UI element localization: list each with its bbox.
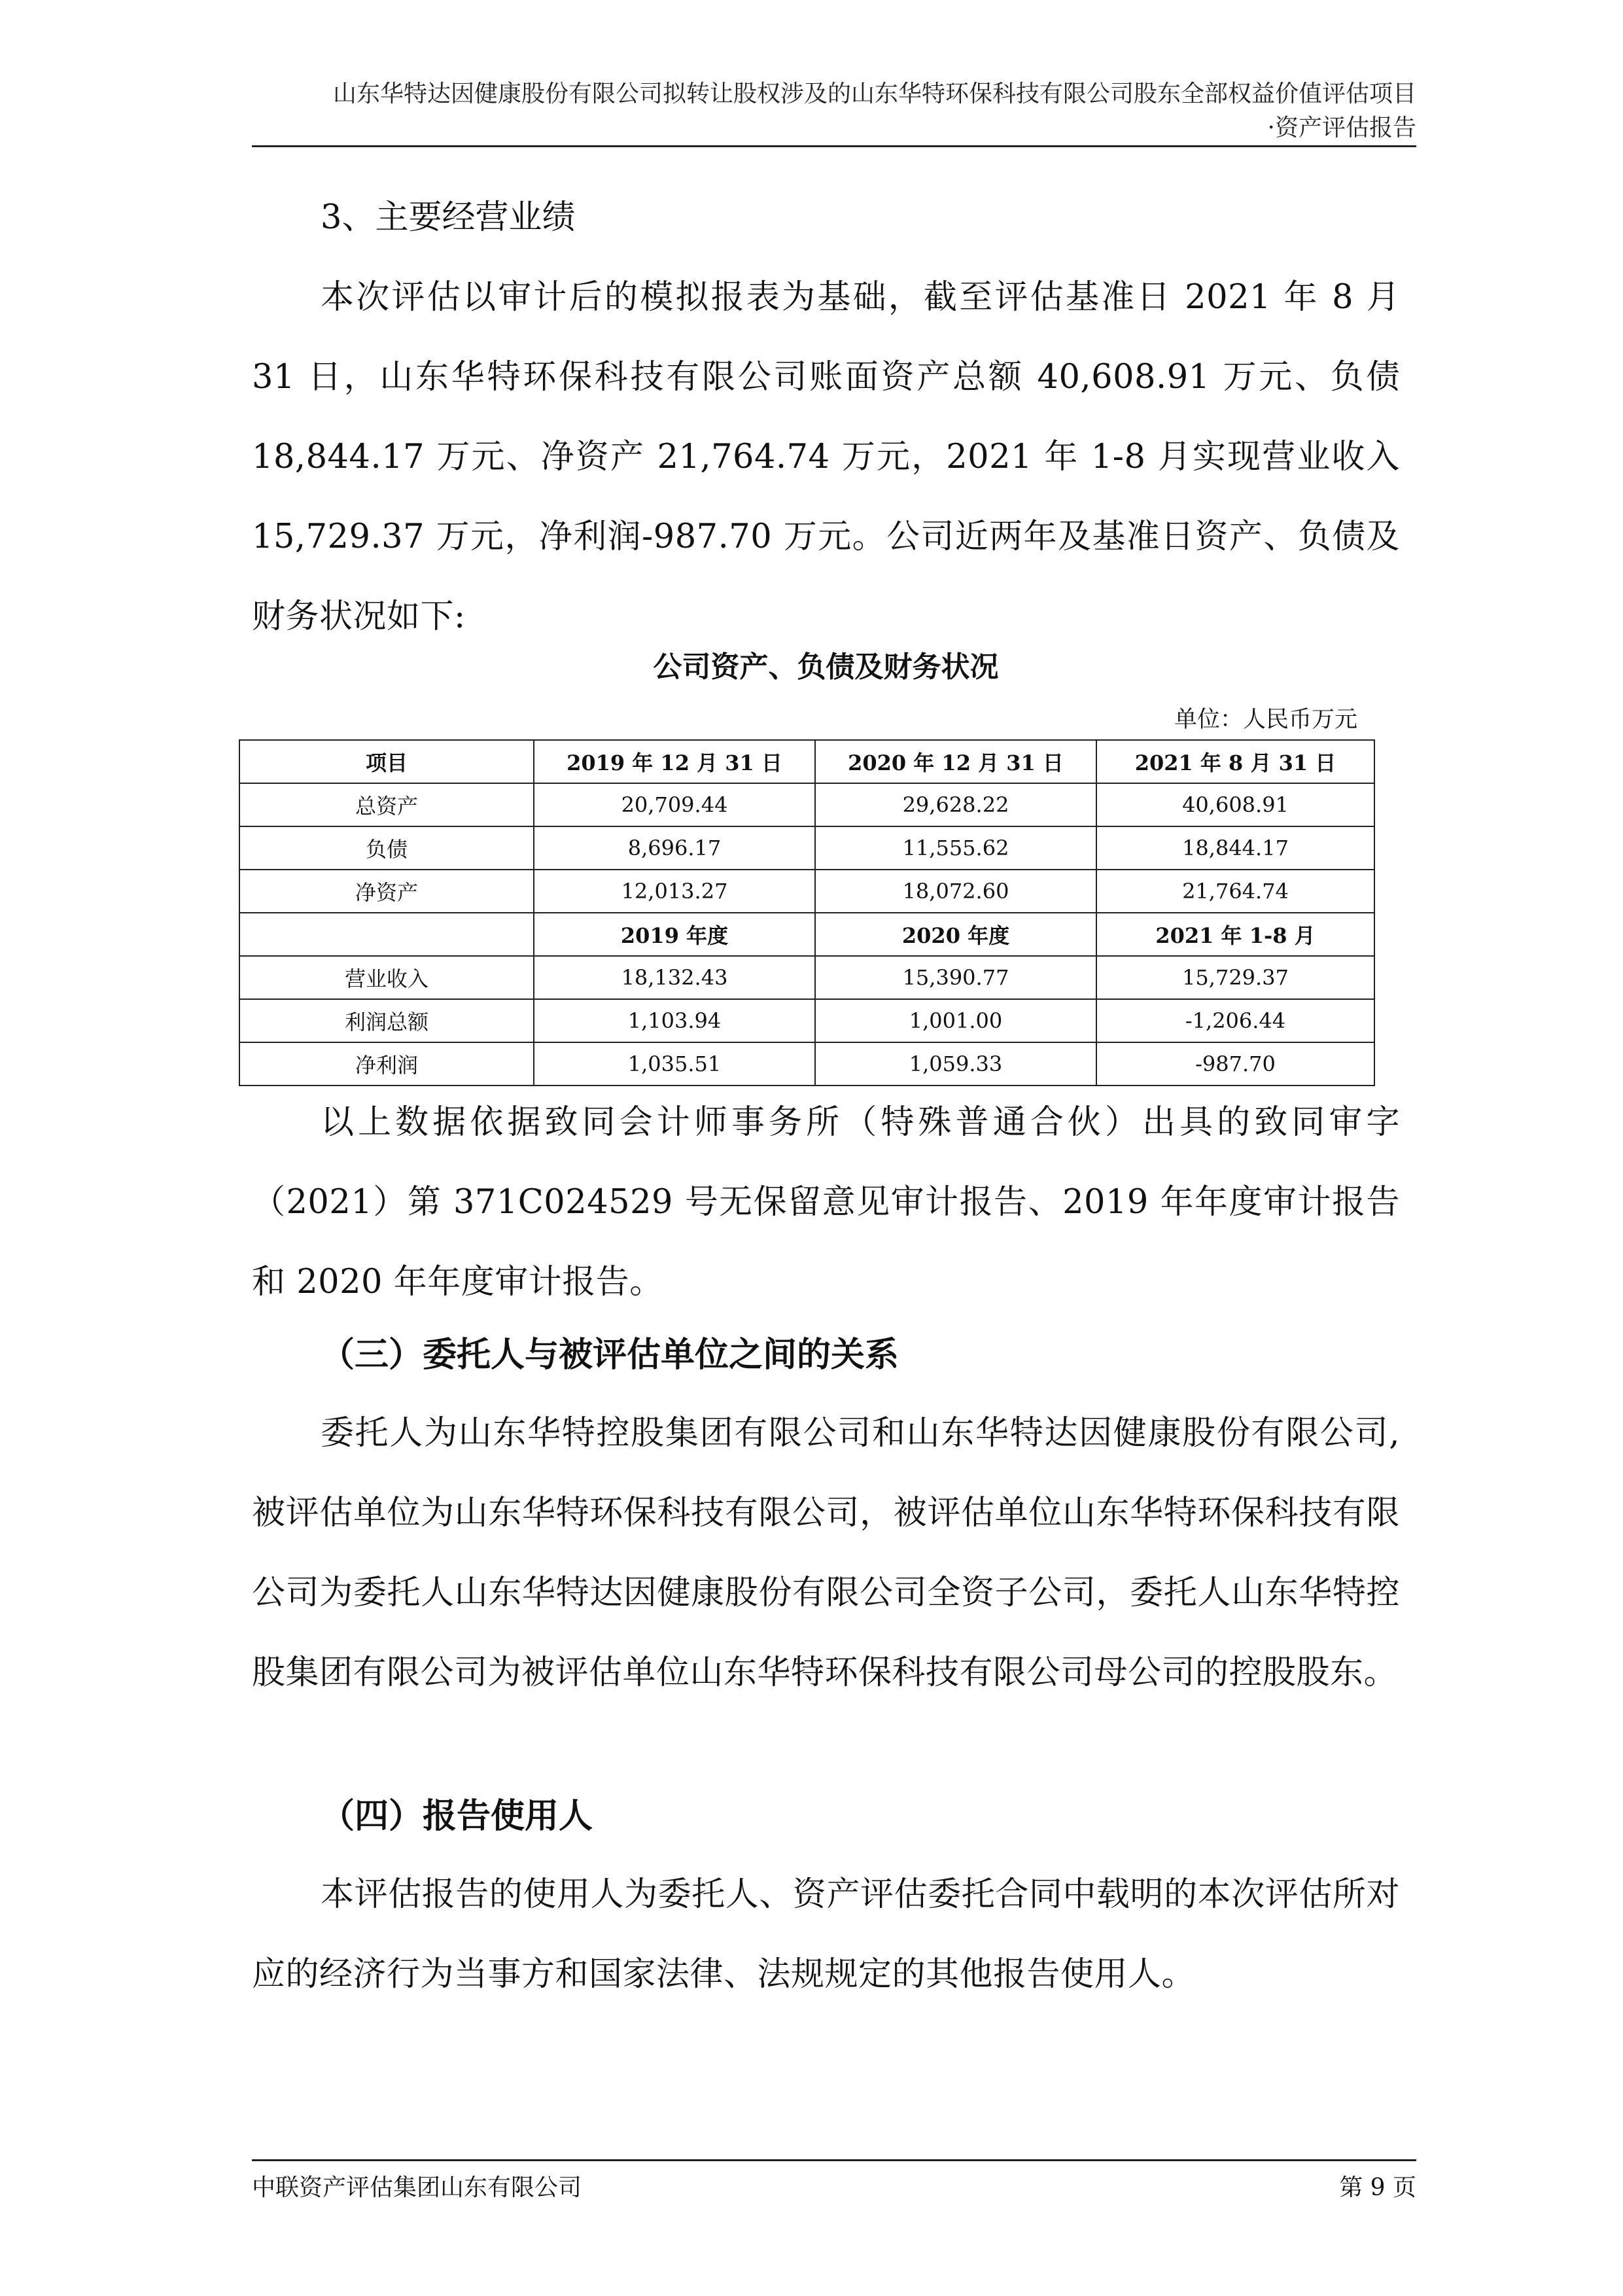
table-row — [239, 870, 1374, 913]
value-cell: 11,555.62 — [815, 826, 1096, 870]
value-cell: 21,764.74 — [1096, 870, 1374, 913]
table-row — [239, 1042, 1374, 1086]
header-cell: 项目 — [239, 740, 534, 783]
value-cell: 1,059.33 — [815, 1042, 1096, 1086]
table-unit: 单位：人民币万元 — [1174, 707, 1357, 733]
value-cell: -1,206.44 — [1096, 999, 1374, 1042]
table-header-row — [239, 740, 1374, 783]
value-cell: -987.70 — [1096, 1042, 1374, 1086]
subheader-cell: 2020 年度 — [815, 913, 1096, 956]
paragraph-data-source: 以上数据依据致同会计师事务所（特殊普通合伙）出具的致同审字（2021）第 371C024529 号无保留意见审计报告、2019 年年度审计报告和 2020 年年度审计报告。 — [252, 1103, 1400, 1301]
financial-table — [239, 739, 1375, 1086]
header-cell: 2019 年 12 月 31 日 — [534, 740, 815, 783]
table-title: 公司资产、负债及财务状况 — [653, 650, 999, 684]
paragraph-performance-summary: 本次评估以审计后的模拟报表为基础，截至评估基准日 2021 年 8 月 31 日，山东华特环保科技有限公司账面资产总额 40,608.91 万元、负债 18,844.17 万元、净资产 21,764.74 万元，2021 年 1-8 月实现营业收入 15,729.37 万元，净利润-987.70 万元。公司近两年及基准日资产、负债及财务状况如下: — [252, 278, 1400, 636]
value-cell: 29,628.22 — [815, 783, 1096, 826]
subheader-cell: 2019 年度 — [534, 913, 815, 956]
value-cell: 1,103.94 — [534, 999, 815, 1042]
header-cell: 2020 年 12 月 31 日 — [815, 740, 1096, 783]
value-cell: 18,072.60 — [815, 870, 1096, 913]
row-label: 净利润 — [239, 1042, 534, 1086]
subheader-cell — [239, 913, 534, 956]
table-row — [239, 826, 1374, 870]
header-title-line2: ·资产评估报告 — [1267, 115, 1416, 141]
value-cell: 15,729.37 — [1096, 956, 1374, 999]
table-row — [239, 783, 1374, 826]
heading-report-users: （四）报告使用人 — [321, 1797, 593, 1836]
value-cell: 15,390.77 — [815, 956, 1096, 999]
header-cell: 2021 年 8 月 31 日 — [1096, 740, 1374, 783]
value-cell: 12,013.27 — [534, 870, 815, 913]
value-cell: 8,696.17 — [534, 826, 815, 870]
value-cell: 18,844.17 — [1096, 826, 1374, 870]
row-label: 利润总额 — [239, 999, 534, 1042]
table-row — [239, 999, 1374, 1042]
table-row — [239, 956, 1374, 999]
paragraph-report-users: 本评估报告的使用人为委托人、资产评估委托合同中载明的本次评估所对应的经济行为当事方和国家法律、法规规定的其他报告使用人。 — [252, 1875, 1400, 1994]
section-title-main-performance: 3、主要经营业绩 — [321, 198, 576, 237]
footer-divider — [252, 2159, 1416, 2161]
value-cell: 40,608.91 — [1096, 783, 1374, 826]
value-cell: 1,001.00 — [815, 999, 1096, 1042]
row-label: 净资产 — [239, 870, 534, 913]
value-cell: 20,709.44 — [534, 783, 815, 826]
header-title-line1: 山东华特达因健康股份有限公司拟转让股权涉及的山东华特环保科技有限公司股东全部权益价值评估项目 — [332, 80, 1416, 107]
paragraph-relationship: 委托人为山东华特控股集团有限公司和山东华特达因健康股份有限公司,被评估单位为山东华特环保科技有限公司，被评估单位山东华特环保科技有限公司为委托人山东华特达因健康股份有限公司全资子公司，委托人山东华特控股集团有限公司为被评估单位山东华特环保科技有限公司母公司的控股股东。 — [252, 1414, 1400, 1692]
heading-relationship: （三）委托人与被评估单位之间的关系 — [321, 1335, 899, 1375]
header-divider — [252, 145, 1416, 147]
value-cell: 1,035.51 — [534, 1042, 815, 1086]
row-label: 总资产 — [239, 783, 534, 826]
row-label: 营业收入 — [239, 956, 534, 999]
row-label: 负债 — [239, 826, 534, 870]
footer-page-number: 第 9 页 — [1339, 2174, 1416, 2201]
page-header — [252, 77, 1416, 145]
subheader-cell: 2021 年 1-8 月 — [1096, 913, 1374, 956]
footer-company: 中联资产评估集团山东有限公司 — [252, 2174, 582, 2201]
value-cell: 18,132.43 — [534, 956, 815, 999]
table-subheader-row — [239, 913, 1374, 956]
